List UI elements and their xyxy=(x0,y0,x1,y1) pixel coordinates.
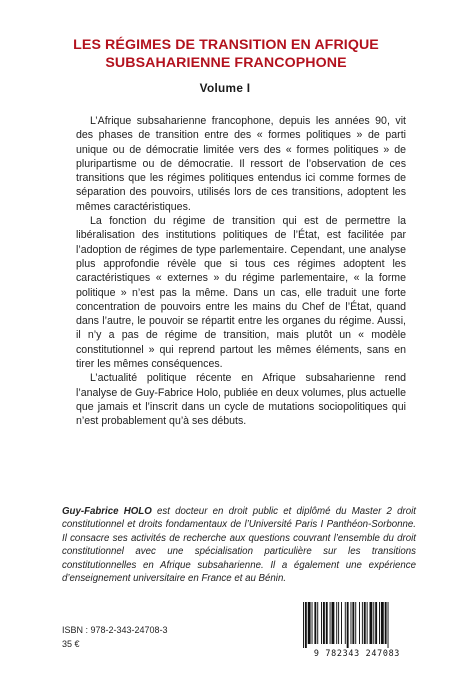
barcode xyxy=(299,600,415,658)
barcode-bar xyxy=(338,602,339,644)
barcode-bar xyxy=(381,602,384,644)
barcode-bar xyxy=(326,602,328,644)
barcode-bar xyxy=(362,602,363,644)
barcode-bar xyxy=(336,602,337,644)
title-line-2: SUBSAHARIENNE FRANCOPHONE xyxy=(105,55,347,71)
barcode-bar xyxy=(364,602,366,644)
barcode-bar xyxy=(355,602,356,644)
book-title xyxy=(40,36,412,72)
barcode-bar xyxy=(373,602,374,644)
summary-text xyxy=(76,114,406,429)
barcode-bar xyxy=(388,602,389,648)
price-text: 35 € xyxy=(62,639,80,649)
barcode-bar xyxy=(305,602,307,648)
isbn-text: ISBN : 978-2-343-24708-3 xyxy=(62,625,168,635)
author-name: Guy-Fabrice HOLO xyxy=(62,506,152,517)
barcode-bar xyxy=(321,602,322,644)
barcode-bar xyxy=(345,602,346,644)
barcode-bar xyxy=(370,602,373,644)
barcode-bar xyxy=(367,602,368,644)
barcode-bar xyxy=(303,602,304,648)
barcode-bar xyxy=(314,602,316,644)
barcode-bar xyxy=(375,602,377,644)
barcode-number: 9 782343 247083 xyxy=(313,648,401,658)
volume-label: Volume I xyxy=(199,81,251,95)
barcode-bar xyxy=(308,602,311,644)
barcode-bar xyxy=(341,602,342,644)
author-bio-text: est docteur en droit public et diplômé du Master 2 droit constitutionnel et droits fondamentaux de l’Université Paris I Panthéon-Sorbonne. Il consacre ses activités de recherche aux questions couvrant l’ensemble du droit constitutionnel avec une spécialisation particulière sur les transitions constitutionnelles en Afrique subsaharienne. Il a également une expérience d’enseignement universitaire en France et au Bénin. xyxy=(62,506,416,585)
author-bio xyxy=(62,505,416,585)
barcode-bar xyxy=(323,602,325,644)
title-line-1: LES RÉGIMES DE TRANSITION EN AFRIQUE xyxy=(73,37,379,53)
summary-paragraph-1: L’Afrique subsaharienne francophone, depuis les années 90, vit des phases de transition entre des « formes politiques » de parti unique ou de démocratie limitée vers des « formes politiques » de pluripartisme ou de démocratie. Il ressort de l’observation de ces transitions que les régimes politiques entendus ici comme formes de séparation des pouvoirs, utilisés lors de ces transitions, adoptent les mêmes caractéristiques. xyxy=(76,115,406,213)
barcode-bar xyxy=(332,602,335,644)
barcode-bar xyxy=(359,602,360,644)
barcode-bar xyxy=(317,602,318,644)
barcode-bar xyxy=(312,602,313,644)
barcode-bar xyxy=(352,602,354,644)
barcode-bar xyxy=(351,602,352,644)
barcode-bar xyxy=(330,602,331,644)
barcode-bar xyxy=(379,602,380,644)
barcode-bar xyxy=(347,602,349,648)
barcode-bar xyxy=(385,602,387,644)
summary-paragraph-3: L’actualité politique récente en Afrique subsaharienne rend l’analyse de Guy-Fabrice Holo, publiée en deux volumes, plus actuelle que jamais et l’inscrit dans un cycle de mutations sociopolitiques qui n’est probablement qu’à ses débuts. xyxy=(76,372,406,428)
barcode-bars xyxy=(299,600,415,648)
summary-paragraph-2: La fonction du régime de transition qui est de permettre la libéralisation des institutions politiques de l’État, est facilitée par l’adoption de régimes de type parlementaire. Cependant, une analyse plus approfondie révèle que si tous ces régimes adoptent les caractéristiques « externes » du régime parlementaire, « la forme politique » n’est pas la même. Dans un cas, elle traduit une forte concentration de pouvoirs entre les mains du Chef de l’État, quand dans l’autre, le pouvoir se répartit entre les organes du régime. Aussi, il n’y a pas de régime de transition, mais plutôt un « modèle constitutionnel » qui reprend partout les mêmes éléments, sans en tirer les mêmes conséquences. xyxy=(76,215,406,371)
